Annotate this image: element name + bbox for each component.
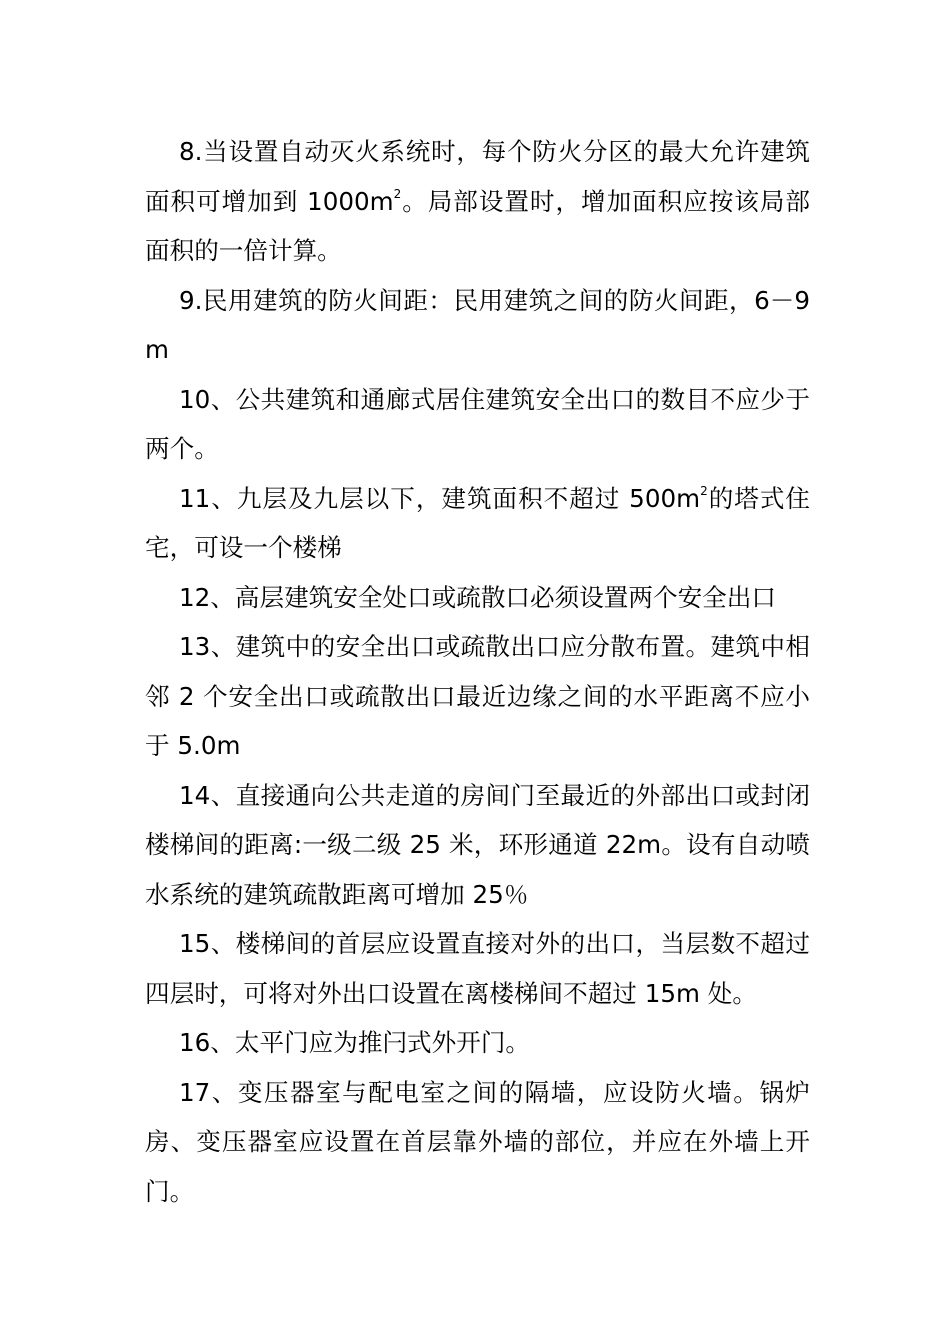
paragraph-item-15 (145, 919, 810, 1018)
paragraph-item-17 (145, 1068, 810, 1217)
paragraph-item-16 (145, 1018, 810, 1068)
paragraph-text: 16、太平门应为推闩式外开门。 (179, 1028, 531, 1057)
paragraph-text: 的塔式住宅，可设一个楼梯 (145, 483, 810, 562)
superscript: 2 (393, 186, 402, 201)
paragraph-text: 13、建筑中的安全出口或疏散出口应分散布置。建筑中相邻 2 个安全出口或疏散出口最近边缘之间的水平距离不应小于 5.0m (145, 632, 810, 760)
paragraph-item-14 (145, 771, 810, 920)
paragraph-item-8 (145, 127, 810, 276)
paragraph-text: 14、直接通向公共走道的房间门至最近的外部出口或封闭楼梯间的距离:一级二级 25 米，环形通道 22m。设有自动喷水系统的建筑疏散距离可增加 25％ (145, 780, 810, 909)
paragraph-text: 9.民用建筑的防火间距：民用建筑之间的防火间距，6－9m (145, 285, 810, 364)
superscript: 2 (700, 483, 708, 498)
paragraph-item-9 (145, 276, 810, 375)
paragraph-item-10 (145, 375, 810, 474)
paragraph-text: 10、公共建筑和通廊式居住建筑安全出口的数目不应少于两个。 (145, 384, 810, 463)
paragraph-text: 12、高层建筑安全处口或疏散口必须设置两个安全出口 (179, 582, 776, 612)
document-body (145, 127, 810, 1216)
paragraph-text: 8.当设置自动灭火系统时，每个防火分区的最大允许建筑面积可增加到 1000m (145, 137, 810, 216)
paragraph-text: 17、变压器室与配电室之间的隔墙，应设防火墙。锅炉房、变压器室应设置在首层靠外墙的部位，并应在外墙上开门。 (145, 1077, 810, 1206)
paragraph-text: 。局部设置时，增加面积应按该局部面积的一倍计算。 (145, 186, 810, 265)
paragraph-text: 11、九层及九层以下，建筑面积不超过 500m (179, 483, 701, 513)
paragraph-item-13 (145, 622, 810, 771)
paragraph-item-12 (145, 573, 810, 623)
paragraph-item-11 (145, 474, 810, 573)
paragraph-text: 15、楼梯间的首层应设置直接对外的出口，当层数不超过四层时，可将对外出口设置在离楼梯间不超过 15m 处。 (145, 929, 810, 1008)
